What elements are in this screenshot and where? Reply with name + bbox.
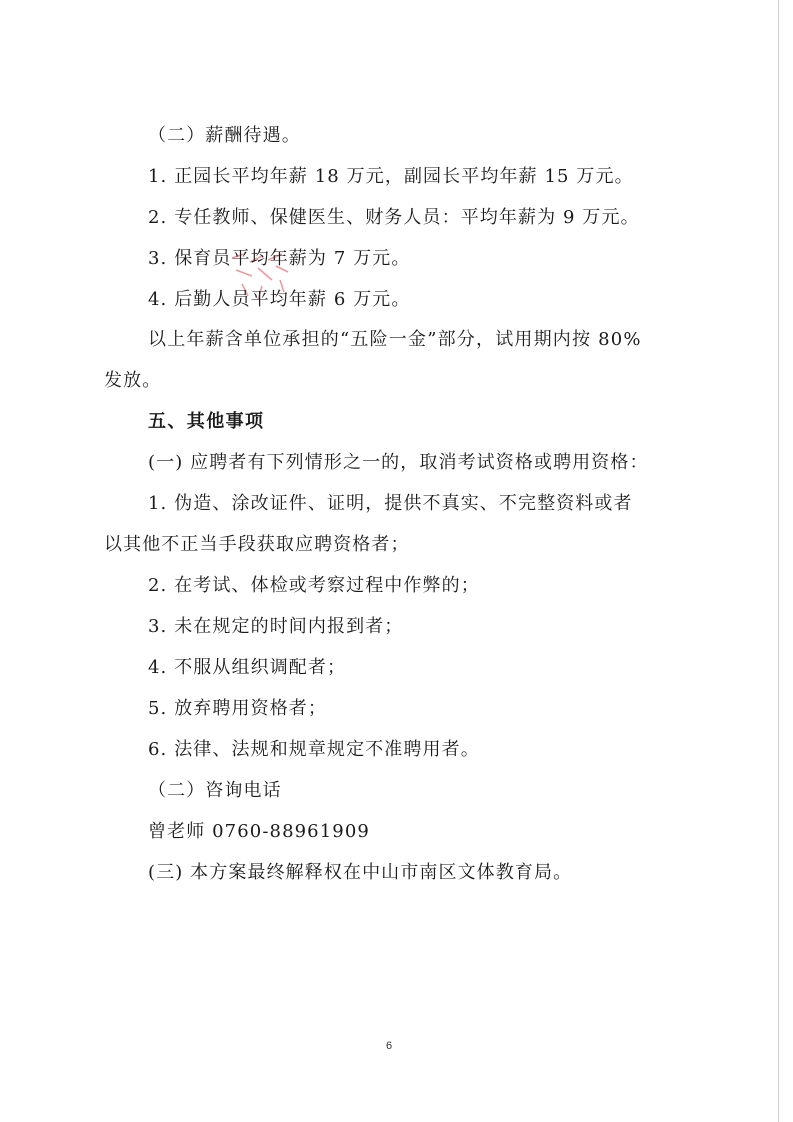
contact-phone: 曾老师 0760-88961909 — [148, 821, 370, 842]
disqualification-item-6: 6. 法律、法规和规章规定不准聘用者。 — [148, 739, 480, 760]
disqualification-item-1-line-2: 以其他不正当手段获取应聘资格者； — [104, 534, 410, 555]
page-number: 6 — [386, 1040, 393, 1052]
disqualification-item-5: 5. 放弃聘用资格者； — [148, 698, 327, 719]
disqualification-item-1-line-1: 1. 伪造、涂改证件、证明，提供不真实、不完整资料或者 — [148, 493, 633, 514]
disqualification-item-4: 4. 不服从组织调配者； — [148, 657, 347, 678]
disqualification-item-2: 2. 在考试、体检或考察过程中作弊的； — [148, 575, 480, 596]
interpretation-clause: (三) 本方案最终解释权在中山市南区文体教育局。 — [148, 862, 573, 883]
disqualification-intro: (一) 应聘者有下列情形之一的，取消考试资格或聘用资格： — [148, 452, 649, 473]
salary-note-line-1: 以上年薪含单位承担的“五险一金”部分，试用期内按 80% — [148, 329, 642, 350]
salary-item-4: 4. 后勤人员平均年薪 6 万元。 — [148, 289, 411, 310]
salary-item-1: 1. 正园长平均年薪 18 万元，副园长平均年薪 15 万元。 — [148, 166, 634, 187]
disqualification-item-3: 3. 未在规定的时间内报到者； — [148, 616, 404, 637]
salary-item-3: 3. 保育员平均年薪为 7 万元。 — [148, 248, 411, 269]
section-salary-heading: （二）薪酬待遇。 — [148, 125, 301, 146]
salary-note-line-2: 发放。 — [104, 370, 162, 391]
scan-edge-line — [778, 0, 779, 1122]
salary-item-2: 2. 专任教师、保健医生、财务人员：平均年薪为 9 万元。 — [148, 207, 640, 228]
contact-heading: （二）咨询电话 — [148, 780, 282, 801]
section-five-heading: 五、其他事项 — [148, 411, 265, 432]
